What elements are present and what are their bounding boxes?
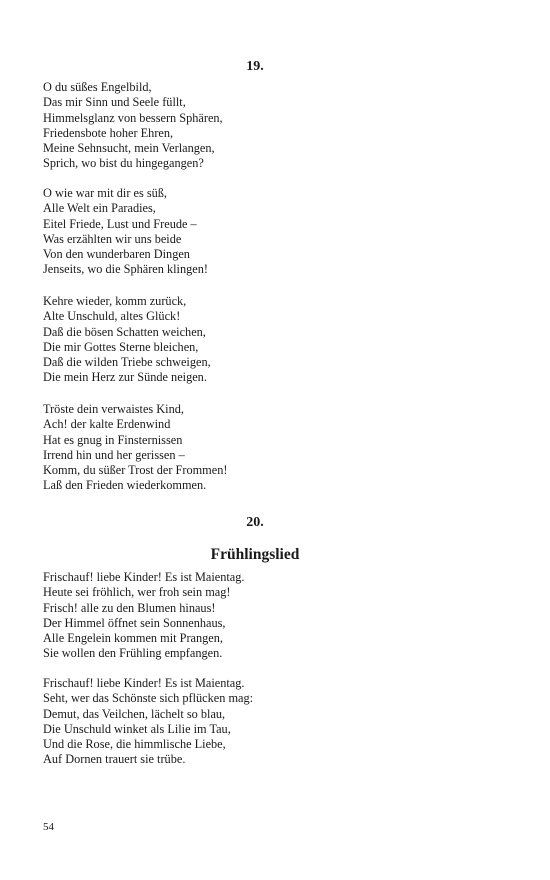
- stanza: [43, 186, 503, 278]
- poem-line: Alle Welt ein Paradies,: [43, 201, 156, 216]
- poem-line: Friedensbote hoher Ehren,: [43, 125, 174, 140]
- poem-line: Frisch! alle zu den Blumen hinaus!: [43, 600, 216, 615]
- poem-line: Auf Dornen trauert sie trübe.: [43, 752, 186, 767]
- poem-line: Das mir Sinn und Seele füllt,: [43, 95, 186, 110]
- poem-line: Alle Engelein kommen mit Prangen,: [43, 631, 223, 646]
- poem-line: Hat es gnug in Finsternissen: [43, 432, 183, 447]
- poem-line: Kehre wieder, komm zurück,: [43, 294, 187, 308]
- poem-line: Die mein Herz zur Sünde neigen.: [43, 370, 207, 385]
- poem-line: Meine Sehnsucht, mein Verlangen,: [43, 141, 215, 156]
- poem-line: O wie war mit dir es süß,: [43, 186, 167, 200]
- poem-line: Daß die bösen Schatten weichen,: [43, 324, 206, 339]
- poem-line: Frischauf! liebe Kinder! Es ist Maientag.: [43, 676, 245, 690]
- poem-line: Von den wunderbaren Dingen: [43, 247, 190, 262]
- poem-line: Und die Rose, die himmlische Liebe,: [43, 737, 226, 752]
- stanza: [43, 676, 503, 768]
- poem-line: Seht, wer das Schönste sich pflücken mag:: [43, 691, 254, 706]
- poem-line: O du süßes Engelbild,: [43, 80, 152, 94]
- page-number: 54: [43, 821, 54, 833]
- poem-line: Demut, das Veilchen, lächelt so blau,: [43, 706, 226, 721]
- poem-line: Komm, du süßer Trost der Frommen!: [43, 463, 228, 478]
- poem-title: Frühlingslied: [210, 546, 300, 563]
- poem-line: Sie wollen den Frühling empfangen.: [43, 646, 223, 661]
- poem-line: Laß den Frieden wiederkommen.: [43, 478, 207, 493]
- poem-line: Eitel Friede, Lust und Freude –: [43, 216, 197, 231]
- poem-line: Alte Unschuld, altes Glück!: [43, 309, 181, 324]
- poem-number: 19.: [246, 59, 264, 74]
- stanza: [43, 294, 503, 386]
- poem-line: Daß die wilden Triebe schweigen,: [43, 355, 211, 370]
- poem-line: Tröste dein verwaistes Kind,: [43, 402, 184, 416]
- poem-line: Die mir Gottes Sterne bleichen,: [43, 339, 199, 354]
- poem-line: Ach! der kalte Erdenwind: [43, 417, 171, 432]
- stanza: [43, 80, 503, 172]
- stanza: [43, 570, 503, 662]
- poem-line: Der Himmel öffnet sein Sonnenhaus,: [43, 615, 226, 630]
- poem-line: Frischauf! liebe Kinder! Es ist Maientag.: [43, 570, 245, 584]
- poem-line: Was erzählten wir uns beide: [43, 231, 182, 246]
- poem-line: Heute sei fröhlich, wer froh sein mag!: [43, 585, 231, 600]
- poem-line: Jenseits, wo die Sphären klingen!: [43, 262, 208, 277]
- poem-line: Irrend hin und her gerissen –: [43, 447, 185, 462]
- stanza: [43, 402, 503, 494]
- poem-line: Die Unschuld winket als Lilie im Tau,: [43, 721, 231, 736]
- poem-line: Himmelsglanz von bessern Sphären,: [43, 110, 223, 125]
- poem-number: 20.: [246, 515, 264, 530]
- poem-line: Sprich, wo bist du hingegangen?: [43, 156, 204, 171]
